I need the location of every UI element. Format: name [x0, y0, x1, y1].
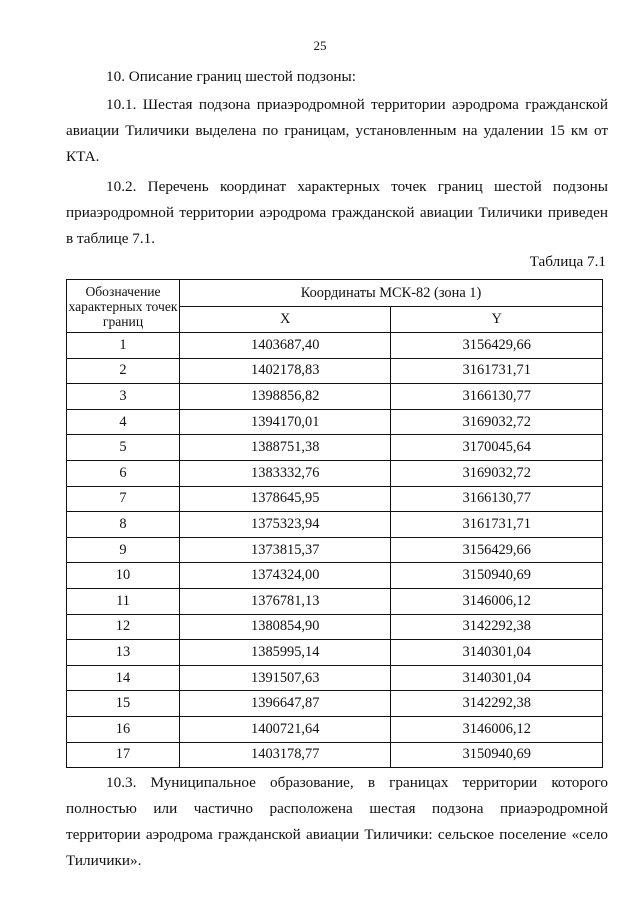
coordinates-table: [66, 279, 603, 768]
cell-point-number: 6: [67, 460, 180, 486]
cell-y: 3166130,77: [391, 384, 603, 410]
cell-x: 1402178,83: [180, 358, 391, 384]
table-body: [67, 333, 603, 768]
cell-point-number: 9: [67, 537, 180, 563]
cell-x: 1400721,64: [180, 716, 391, 742]
table-row: [67, 358, 603, 384]
cell-point-number: 12: [67, 614, 180, 640]
paragraph-10-2-block: [66, 174, 608, 252]
cell-y: 3161731,71: [391, 358, 603, 384]
cell-point-number: 1: [67, 333, 180, 359]
cell-x: 1388751,38: [180, 435, 391, 461]
header-coordinates: Координаты МСК-82 (зона 1): [180, 280, 603, 307]
cell-x: 1398856,82: [180, 384, 391, 410]
cell-y: 3146006,12: [391, 588, 603, 614]
cell-y: 3156429,66: [391, 333, 603, 359]
cell-y: 3166130,77: [391, 486, 603, 512]
cell-point-number: 15: [67, 691, 180, 717]
table-row: [67, 486, 603, 512]
header-designation: Обозначение характерных точек границ: [67, 280, 180, 333]
cell-x: 1375323,94: [180, 512, 391, 538]
header-y: Y: [391, 307, 603, 333]
table-row: [67, 665, 603, 691]
cell-point-number: 16: [67, 716, 180, 742]
table-row: [67, 409, 603, 435]
cell-x: 1373815,37: [180, 537, 391, 563]
table-row: [67, 691, 603, 717]
cell-point-number: 3: [67, 384, 180, 410]
section-heading-block: [66, 64, 608, 90]
cell-y: 3161731,71: [391, 512, 603, 538]
table-row: [67, 742, 603, 768]
cell-point-number: 17: [67, 742, 180, 768]
cell-point-number: 10: [67, 563, 180, 589]
cell-x: 1403178,77: [180, 742, 391, 768]
cell-point-number: 14: [67, 665, 180, 691]
table-row: [67, 384, 603, 410]
cell-x: 1403687,40: [180, 333, 391, 359]
cell-x: 1378645,95: [180, 486, 391, 512]
table-caption: Таблица 7.1: [529, 253, 606, 270]
paragraph-10-3: 10.3. Муниципальное образование, в границах территории которого полностью или частично расположена шестая подзона приаэродромной территории аэродрома гражданской авиации Тиличики: сельское поселение «село Тиличики».: [66, 774, 608, 869]
cell-y: 3150940,69: [391, 742, 603, 768]
cell-x: 1383332,76: [180, 460, 391, 486]
cell-point-number: 11: [67, 588, 180, 614]
cell-y: 3170045,64: [391, 435, 603, 461]
header-x: X: [180, 307, 391, 333]
table-row: [67, 588, 603, 614]
table-row: [67, 563, 603, 589]
table-row: [67, 512, 603, 538]
cell-x: 1394170,01: [180, 409, 391, 435]
cell-y: 3156429,66: [391, 537, 603, 563]
cell-point-number: 5: [67, 435, 180, 461]
table-row: [67, 537, 603, 563]
cell-point-number: 7: [67, 486, 180, 512]
cell-y: 3169032,72: [391, 409, 603, 435]
cell-y: 3140301,04: [391, 665, 603, 691]
cell-y: 3140301,04: [391, 640, 603, 666]
cell-y: 3150940,69: [391, 563, 603, 589]
cell-y: 3146006,12: [391, 716, 603, 742]
cell-y: 3142292,38: [391, 614, 603, 640]
cell-x: 1385995,14: [180, 640, 391, 666]
table-row: [67, 333, 603, 359]
cell-x: 1374324,00: [180, 563, 391, 589]
paragraph-10-3-block: [66, 770, 608, 874]
table-row: [67, 614, 603, 640]
table-row: [67, 716, 603, 742]
cell-y: 3169032,72: [391, 460, 603, 486]
cell-y: 3142292,38: [391, 691, 603, 717]
cell-point-number: 13: [67, 640, 180, 666]
section-heading: 10. Описание границ шестой подзоны:: [106, 68, 356, 85]
cell-point-number: 4: [67, 409, 180, 435]
table-header: [67, 280, 603, 333]
table-row: [67, 640, 603, 666]
paragraph-10-1: 10.1. Шестая подзона приаэродромной территории аэродрома гражданской авиации Тиличики выделена по границам, установленным на удалении 15 км от КТА.: [66, 96, 608, 165]
cell-point-number: 8: [67, 512, 180, 538]
cell-x: 1380854,90: [180, 614, 391, 640]
cell-x: 1391507,63: [180, 665, 391, 691]
paragraph-10-2: 10.2. Перечень координат характерных точек границ шестой подзоны приаэродромной территории аэродрома гражданской авиации Тиличики приведен в таблице 7.1.: [66, 178, 608, 247]
table-row: [67, 435, 603, 461]
table-row: [67, 460, 603, 486]
cell-x: 1376781,13: [180, 588, 391, 614]
cell-point-number: 2: [67, 358, 180, 384]
cell-x: 1396647,87: [180, 691, 391, 717]
page-number: 25: [313, 38, 327, 53]
paragraph-10-1-block: [66, 92, 608, 170]
table-header-row-1: [67, 280, 603, 307]
